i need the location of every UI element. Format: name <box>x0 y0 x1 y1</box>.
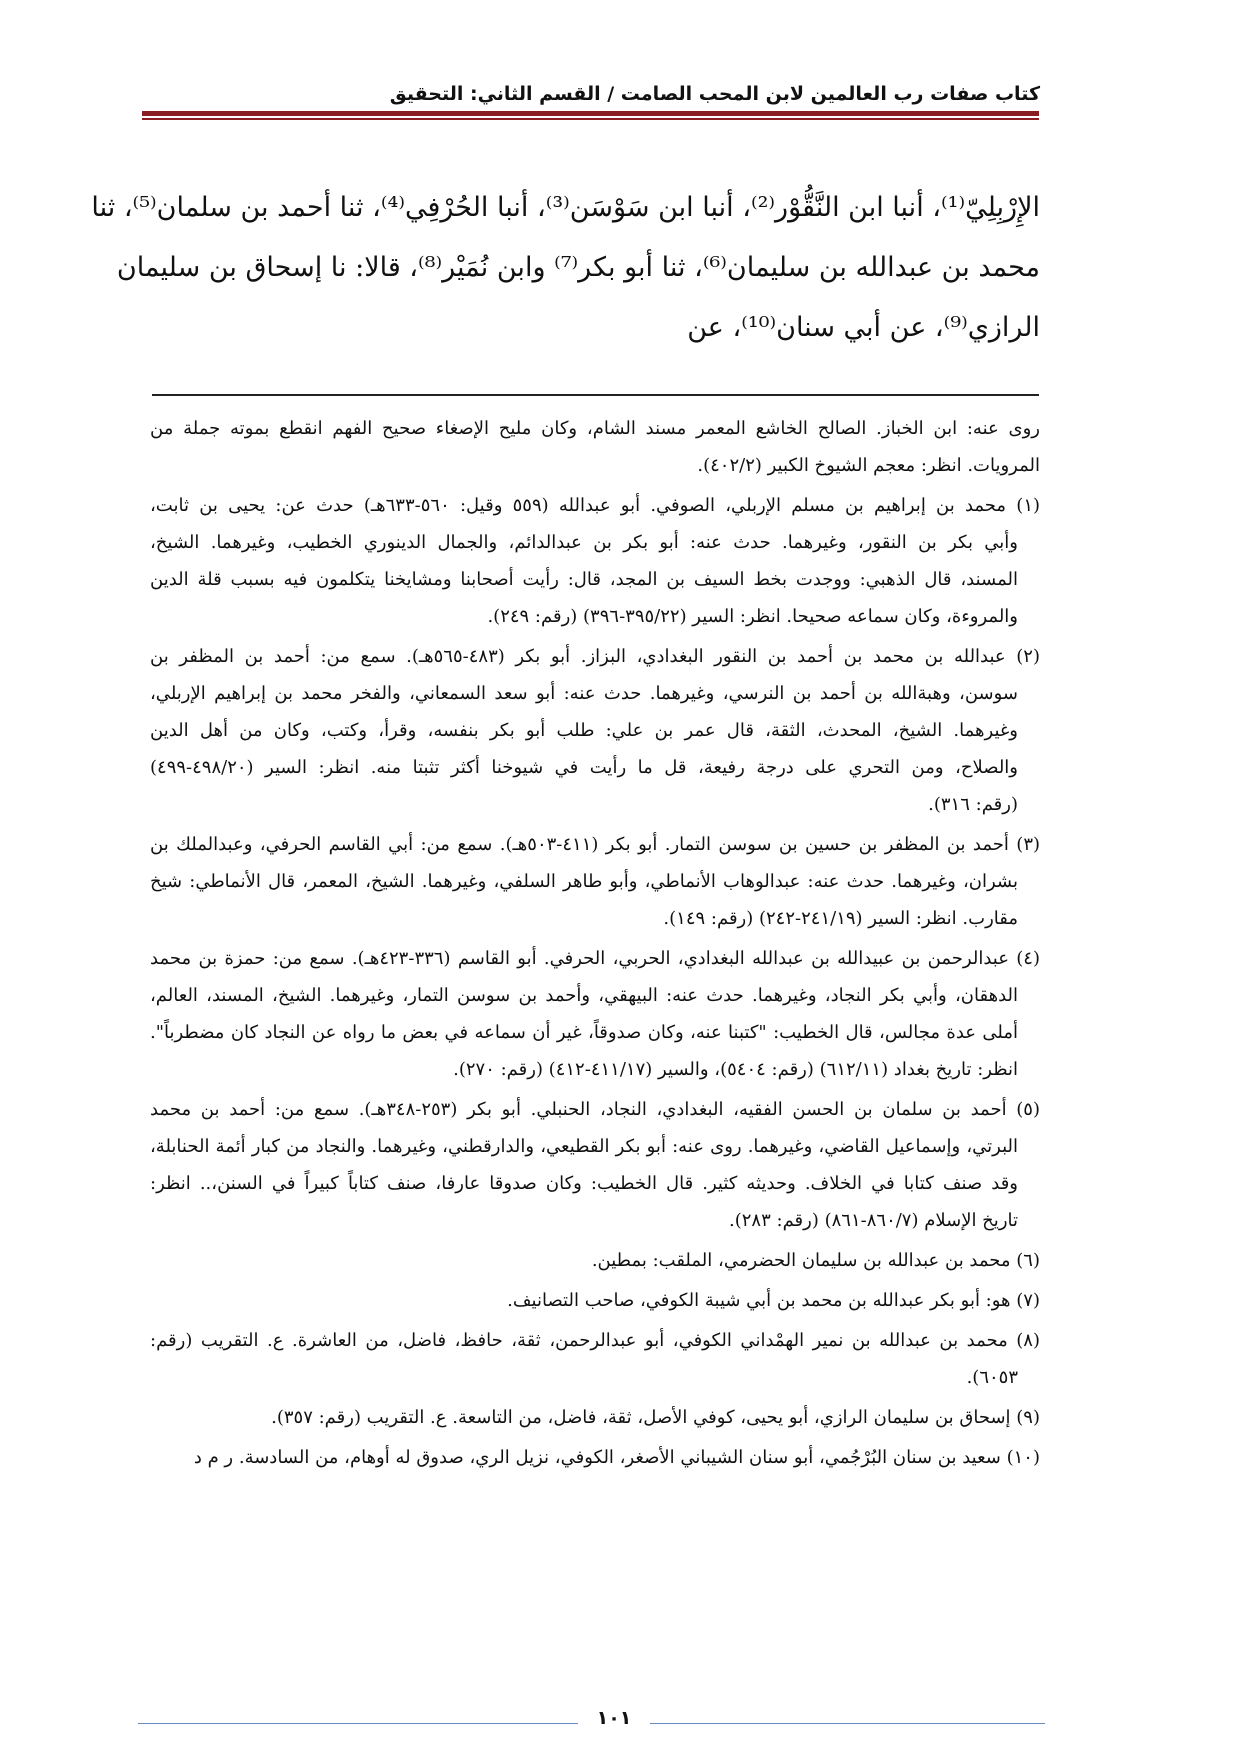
footnotes <box>150 410 1040 1479</box>
footnote-line: (٧) هو: أبو بكر عبدالله بن محمد بن أبي شيبة الكوفي، صاحب التصانيف. <box>507 1290 1040 1311</box>
footnote-line: وغيرهما. الشيخ، المحدث، الثقة، قال عمر بن علي: طلب أبو بكر بنفسه، وقرأ، وكتب، وكان من أهل الدين <box>150 720 1018 741</box>
footnote-separator <box>152 394 1039 396</box>
footnote-line: (٢) عبدالله بن محمد بن أحمد بن النقور البغدادي، البزاز. أبو بكر (٤٨٣-٥٦٥هـ). سمع من: أحمد بن المظفر بن <box>150 646 1040 667</box>
footnote-10 <box>150 1439 1040 1476</box>
footnote-line: ٦٠٥٣). <box>966 1367 1018 1388</box>
footnote-3 <box>150 826 1040 937</box>
main-text-line: محمد بن عبدالله بن سليمان⁽⁶⁾، ثنا أبو بكر⁽⁷⁾ وابن نُمَيْر⁽⁸⁾، قالا: نا إسحاق بن سليمان <box>116 252 1040 283</box>
footnote-line: البرتي، وإسماعيل القاضي، وغيرهما. روى عنه: أبو بكر القطيعي، والدارقطني، وغيرهما. والنجاد من كبار أئمة الحنابلة، <box>150 1136 1018 1157</box>
footnote-9 <box>150 1399 1040 1436</box>
footnote-1 <box>150 487 1040 635</box>
footnote-line: الدهقان، وأبي بكر النجاد، وغيرهما. حدث عنه: البيهقي، وأحمد بن سوسن التمار، وغيرهما. الشيخ، المسند، العالم، <box>150 985 1018 1006</box>
footnote-line: مقارب. انظر: السير (٢٤١/١٩-٢٤٢) (رقم: ١٤٩). <box>663 908 1018 929</box>
footnote-line: والمروءة، وكان سماعه صحيحا. انظر: السير (٣٩٥/٢٢-٣٩٦) (رقم: ٢٤٩). <box>487 606 1018 627</box>
footnote-line: بشران، وغيرهما. حدث عنه: عبدالوهاب الأنماطي، وأبو طاهر السلفي، وغيرهما. الشيخ، المعمر، قال الأنماطي: شيخ <box>150 871 1018 892</box>
header-rule-thick <box>142 111 1039 116</box>
footnote-2 <box>150 638 1040 823</box>
page-number: ١٠١ <box>596 1707 632 1729</box>
footnote-line: روى عنه: ابن الخباز. الصالح الخاشع المعمر مسند الشام، وكان مليح الإصغاء صحيح الفهم انقطع بموته جملة من <box>150 418 1040 439</box>
footnote-7 <box>150 1282 1040 1319</box>
footnote-line: وقد صنف كتابا في الخلاف. وحديثه كثير. قال الخطيب: وكان صدوقا عارفا، صنف كتاباً كبيراً في السنن،.. انظر: <box>150 1173 1018 1194</box>
footnote-line: سوسن، وهبةالله بن أحمد بن النرسي، وغيرهما. حدث عنه: أبو سعد السمعاني، والفخر محمد بن إبراهيم الإربلي، <box>150 683 1018 704</box>
footnote-line: (٥) أحمد بن سلمان بن الحسن الفقيه، البغدادي، النجاد، الحنبلي. أبو بكر (٢٥٣-٣٤٨هـ). سمع من: أحمد بن محمد <box>150 1099 1040 1120</box>
footnote-line: أملى عدة مجالس، قال الخطيب: "كتبنا عنه، وكان صدوقاً، غير أن سماعه في بعض ما رواه عن النجاد كان مضطرباً". <box>150 1022 1018 1043</box>
main-text-line: الرازي⁽⁹⁾، عن أبي سنان⁽¹⁰⁾، عن <box>687 312 1040 343</box>
main-text <box>91 178 1040 358</box>
footnote-8 <box>150 1322 1040 1396</box>
footnote-line: (٦) محمد بن عبدالله بن سليمان الحضرمي، الملقب: بمطين. <box>591 1250 1040 1271</box>
footer-rule-left <box>138 1723 578 1724</box>
footnote-line: المسند، قال الذهبي: ووجدت بخط السيف بن المجد، قال: رأيت أصحابنا ومشايخنا يتكلمون فيه بسبب قلة الدين <box>150 569 1018 590</box>
footnote-line: (١٠) سعيد بن سنان البُرْجُمي، أبو سنان الشيباني الأصغر، الكوفي، نزيل الري، صدوق له أوهام، من السادسة. ر م د <box>193 1447 1040 1468</box>
footnote-line: المرويات. انظر: معجم الشيوخ الكبير (٤٠٢/٢). <box>697 455 1040 476</box>
footnote-line: (٨) محمد بن عبدالله بن نمير الهمْداني الكوفي، أبو عبدالرحمن، ثقة، حافظ، فاضل، من العاشرة. ع. التقريب (رقم: <box>150 1330 1040 1351</box>
footnote-line: والصلاح، ومن التحري على درجة رفيعة، قل ما رأيت في شيوخنا أكثر تثبتا منه. انظر: السير (٤٩٨/٢٠-٤٩٩) <box>150 757 1018 778</box>
footnote-line: (رقم: ٣١٦). <box>928 794 1018 815</box>
footnote-line: انظر: تاريخ بغداد (٦١٢/١١) (رقم: ٥٤٠٤)، والسير (٤١١/١٧-٤١٢) (رقم: ٢٧٠). <box>453 1059 1018 1080</box>
footnote-5 <box>150 1091 1040 1239</box>
footnote-continuation <box>150 410 1040 484</box>
footnote-line: (٤) عبدالرحمن بن عبيدالله بن عبدالله البغدادي، الحربي، الحرفي. أبو القاسم (٣٣٦-٤٢٣هـ). سمع من: حمزة بن محمد <box>150 948 1040 969</box>
main-text-line: الإِرْبِلِيّ⁽¹⁾، أنبا ابن النَّقُّوْر⁽²⁾، أنبا ابن سَوْسَن⁽³⁾، أنبا الحُرْفِي⁽⁴⁾، ثنا أحمد بن سلمان⁽⁵⁾، ثنا <box>91 192 1040 223</box>
running-header-title: كتاب صفات رب العالمين لابن المحب الصامت / القسم الثاني: التحقيق <box>389 83 1040 105</box>
footer-rule-right <box>650 1723 1045 1724</box>
footnote-line: (٣) أحمد بن المظفر بن حسين بن سوسن التمار. أبو بكر (٤١١-٥٠٣هـ). سمع من: أبي القاسم الحرفي، وعبدالملك بن <box>150 834 1041 855</box>
footnote-4 <box>150 940 1040 1088</box>
footnote-line: تاريخ الإسلام (٨٦٠/٧-٨٦١) (رقم: ٢٨٣). <box>729 1210 1018 1231</box>
footnote-6 <box>150 1242 1040 1279</box>
footnote-line: وأبي بكر بن النقور، وغيرهما. حدث عنه: أبو بكر بن عبدالدائم، والجمال الدينوري الخطيب، وغيرهما. الشيخ، <box>150 532 1018 553</box>
header-rule-thin <box>142 118 1039 120</box>
footnote-line: (١) محمد بن إبراهيم بن مسلم الإربلي، الصوفي. أبو عبدالله (٥٥٩ وقيل: ٥٦٠-٦٣٣هـ) حدث عن: يحيى بن ثابت، <box>150 495 1041 516</box>
footnote-line: (٩) إسحاق بن سليمان الرازي، أبو يحيى، كوفي الأصل، ثقة، فاضل، من التاسعة. ع. التقريب (رقم: ٣٥٧). <box>271 1407 1040 1428</box>
